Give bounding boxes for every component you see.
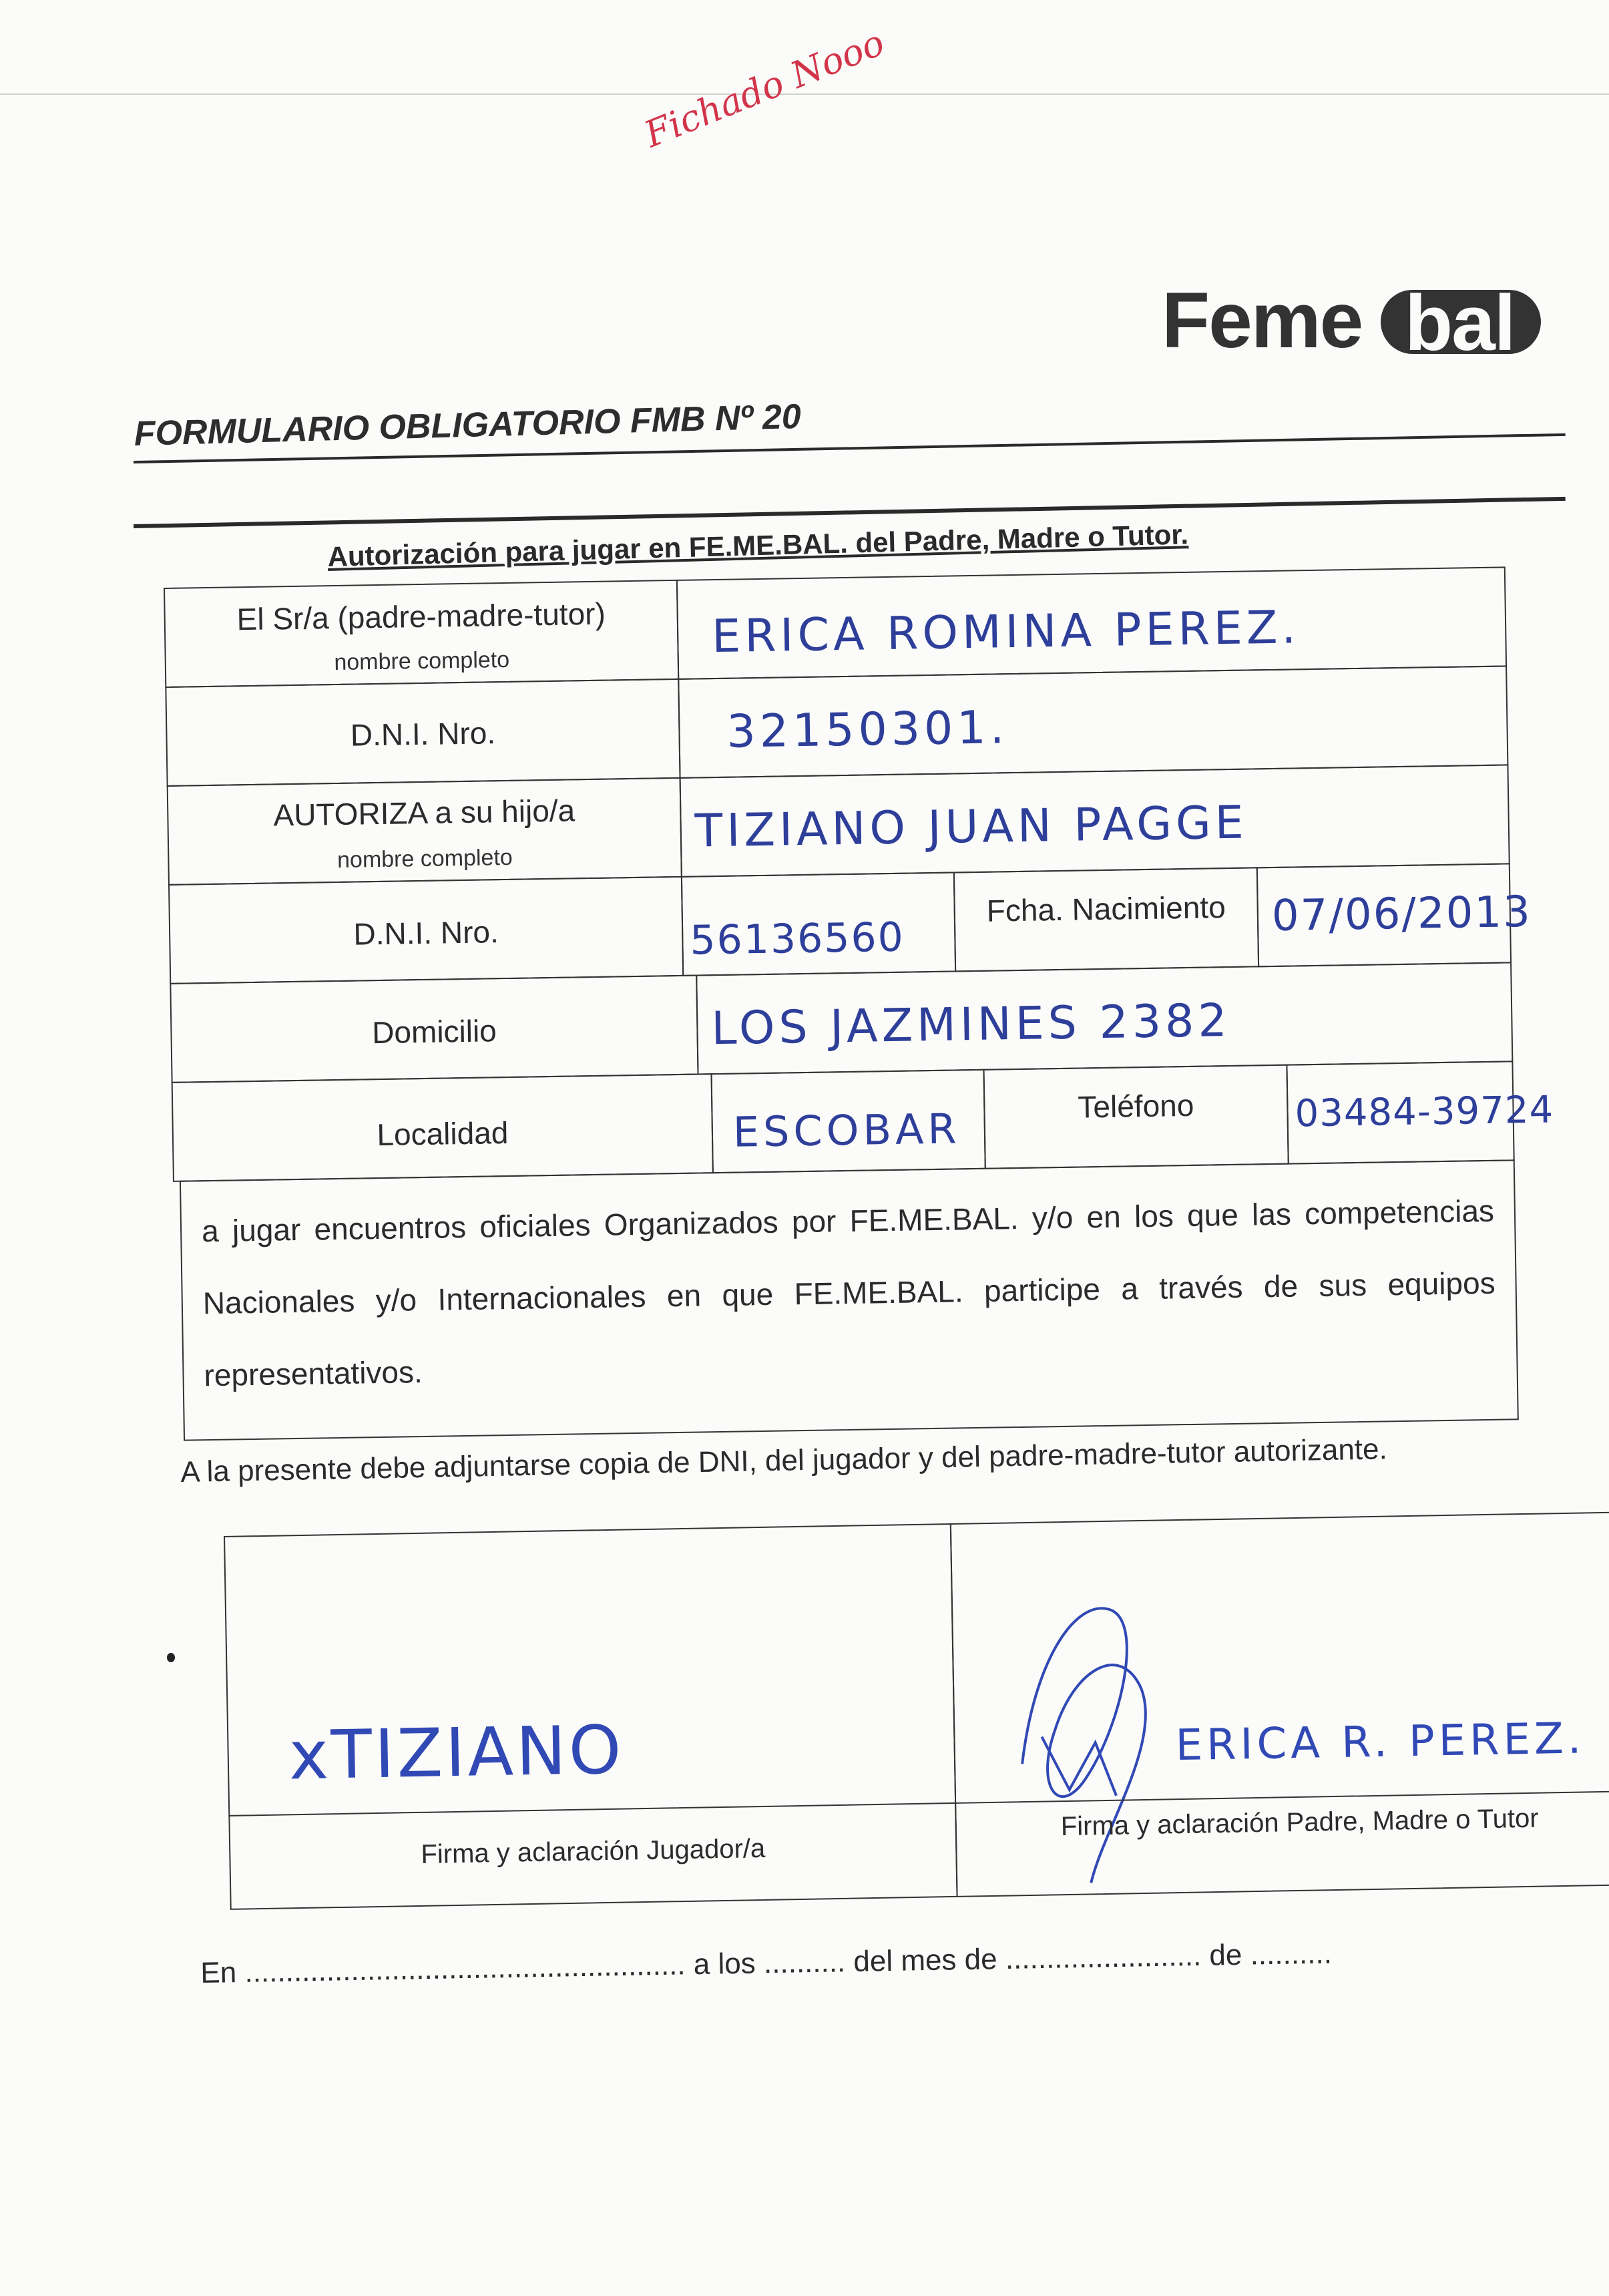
authorization-paragraph: a jugar encuentros oficiales Organizados por FE.ME.BAL. y/o en los que las competencias Nacionales y/o Internacionales en que FE.ME.BAL. participe a través de sus equipos representativos. bbox=[201, 1193, 1496, 1393]
footer-month-dots[interactable]: ........................ bbox=[1005, 1939, 1202, 1975]
footer-de: de bbox=[1208, 1938, 1242, 1972]
phone-label-cell bbox=[983, 1065, 1289, 1169]
child-dni-label-cell bbox=[168, 876, 684, 984]
footer-del-mes: del mes de bbox=[853, 1943, 998, 1978]
attachment-note: A la presente debe adjuntarse copia de DNI, del jugador y del padre-madre-tutor autorizante. bbox=[180, 1432, 1388, 1489]
child-label-cell bbox=[167, 777, 682, 886]
handwritten-stamp-note: Fichado Nooo bbox=[638, 21, 891, 156]
parent-dni-label: D.N.I. Nro. bbox=[350, 715, 496, 753]
parent-sublabel: nombre completo bbox=[334, 646, 510, 675]
form-title: FORMULARIO OBLIGATORIO FMB Nº 20 bbox=[134, 397, 802, 453]
footer-a-los: a los bbox=[693, 1947, 756, 1981]
guardian-signature-area[interactable] bbox=[950, 1511, 1609, 1804]
femebal-logo bbox=[1162, 276, 1549, 367]
child-dni-label: D.N.I. Nro. bbox=[353, 914, 499, 952]
birth-date-cell[interactable] bbox=[1256, 863, 1532, 967]
scan-mark bbox=[167, 1653, 175, 1662]
signature-box bbox=[224, 1511, 1609, 1910]
child-sublabel: nombre completo bbox=[336, 844, 513, 873]
player-signature: xTIZIANO bbox=[288, 1710, 625, 1795]
title-rule-thick bbox=[134, 497, 1566, 528]
logo-text-part2: bal bbox=[1405, 279, 1515, 367]
guardian-caption: Firma y aclaración Padre, Madre o Tutor bbox=[1060, 1803, 1539, 1842]
child-dni-cell[interactable] bbox=[681, 872, 956, 976]
authorization-form bbox=[164, 566, 1554, 1455]
logo-pill bbox=[1381, 279, 1541, 367]
parent-dni-cell[interactable] bbox=[678, 665, 1508, 778]
address-cell[interactable] bbox=[696, 962, 1513, 1075]
footer-day-dots[interactable]: .......... bbox=[763, 1945, 846, 1980]
parent-name-cell[interactable] bbox=[676, 566, 1507, 679]
phone-value: 03484-39724 bbox=[1295, 1088, 1554, 1136]
parent-dni-label-cell bbox=[165, 679, 680, 787]
phone-cell[interactable] bbox=[1286, 1061, 1554, 1164]
parent-name-value: ERICA ROMINA PEREZ. bbox=[711, 601, 1301, 664]
birth-label: Fcha. Nacimiento bbox=[986, 890, 1226, 928]
birth-label-cell bbox=[953, 867, 1259, 972]
address-label-cell bbox=[170, 975, 698, 1083]
footer-year-dots[interactable]: .......... bbox=[1250, 1937, 1333, 1971]
child-name-value: TIZIANO JUAN PAGGE bbox=[694, 796, 1248, 858]
parent-label: El Sr/a (padre-madre-tutor) bbox=[236, 596, 606, 637]
city-label: Localidad bbox=[377, 1115, 509, 1153]
phone-label: Teléfono bbox=[1078, 1087, 1194, 1125]
authorization-text-cell bbox=[180, 1159, 1519, 1441]
address-value: LOS JAZMINES 2382 bbox=[710, 994, 1232, 1056]
address-label: Domicilio bbox=[371, 1013, 497, 1050]
city-value: ESCOBAR bbox=[732, 1104, 961, 1157]
footer-en: En bbox=[200, 1956, 237, 1989]
guardian-caption-cell bbox=[955, 1790, 1609, 1897]
child-name-cell[interactable] bbox=[680, 764, 1510, 877]
logo-text-part1: Feme bbox=[1162, 276, 1363, 365]
city-label-cell bbox=[172, 1073, 714, 1182]
player-signature-area[interactable] bbox=[224, 1523, 956, 1816]
child-dni-value: 56136560 bbox=[689, 914, 905, 964]
birth-date-value: 07/06/2013 bbox=[1271, 887, 1532, 941]
player-caption: Firma y aclaración Jugador/a bbox=[421, 1833, 766, 1869]
guardian-signature-name: ERICA R. PEREZ. bbox=[1175, 1714, 1586, 1771]
footer-date-line bbox=[200, 1937, 1332, 1990]
parent-dni-value: 32150301. bbox=[726, 701, 1009, 759]
parent-label-cell bbox=[164, 580, 679, 688]
form-subtitle: Autorización para jugar en FE.ME.BAL. del Padre, Madre o Tutor. bbox=[327, 518, 1189, 572]
child-label: AUTORIZA a su hijo/a bbox=[273, 793, 576, 833]
city-cell[interactable] bbox=[711, 1069, 986, 1173]
player-caption-cell bbox=[228, 1802, 957, 1910]
footer-place-dots[interactable]: ...................................................... bbox=[244, 1948, 686, 1989]
